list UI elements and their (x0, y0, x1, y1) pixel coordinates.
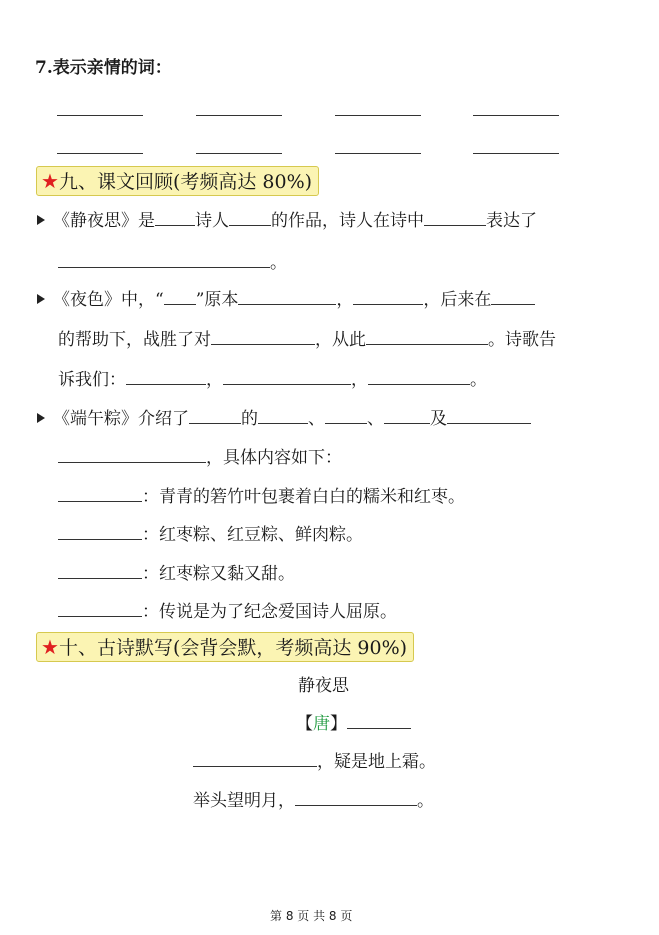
text: 《夜色》中，“ (53, 290, 164, 310)
text: 的作品，诗人在诗中 (271, 211, 424, 231)
author-blank[interactable] (347, 710, 411, 729)
bullet-2-line3 (58, 366, 487, 392)
bullet-3-line2 (58, 444, 342, 470)
section-10-header (36, 632, 414, 662)
text: 的 (241, 409, 258, 429)
bullet-3-item (58, 483, 465, 509)
answer-line[interactable] (335, 115, 421, 116)
poem-title: 静夜思 (298, 676, 349, 696)
blank[interactable] (164, 286, 196, 305)
triangle-bullet-icon (37, 215, 45, 225)
text: ，后来在 (423, 290, 492, 310)
poem-line-1 (193, 748, 436, 774)
text: 的帮助下，战胜了对 (58, 330, 211, 350)
text: ：红枣粽又黏又甜。 (142, 564, 295, 584)
blank[interactable] (491, 286, 535, 305)
text: 、 (308, 409, 325, 429)
text: 及 (430, 409, 447, 429)
blank[interactable] (368, 366, 470, 385)
star-icon: ★ (41, 169, 59, 193)
section-9-header (36, 166, 319, 196)
blank[interactable] (58, 560, 142, 579)
blank[interactable] (238, 286, 336, 305)
text: 《静夜思》是 (53, 211, 155, 231)
bullet-3-item (58, 598, 397, 624)
blank[interactable] (384, 405, 430, 424)
text: 表达了 (486, 211, 537, 231)
triangle-bullet-icon (37, 294, 45, 304)
blank[interactable] (295, 787, 417, 806)
blank[interactable] (193, 748, 317, 767)
blank[interactable] (447, 405, 531, 424)
answer-line[interactable] (473, 115, 559, 116)
text: 举头望明月， (193, 791, 295, 811)
answer-line[interactable] (473, 153, 559, 154)
text: ：青青的箬竹叶包裹着白白的糯米和红枣。 (142, 487, 465, 507)
text: 《端午粽》介绍了 (53, 409, 189, 429)
dynasty: 唐 (313, 714, 330, 734)
answer-line[interactable] (196, 115, 282, 116)
answer-line[interactable] (196, 153, 282, 154)
blank[interactable] (258, 405, 308, 424)
text: 诗人 (195, 211, 229, 231)
bullet-3-item (58, 560, 295, 586)
star-icon: ★ (41, 635, 59, 659)
blank[interactable] (366, 326, 488, 345)
blank[interactable] (229, 207, 271, 226)
blank[interactable] (58, 444, 206, 463)
text: ，疑是地上霜。 (317, 752, 436, 772)
text: 诉我们： (58, 370, 126, 390)
blank[interactable] (58, 598, 142, 617)
blank[interactable] (58, 483, 142, 502)
bracket: 】 (330, 714, 347, 734)
blank[interactable] (58, 521, 142, 540)
text: ， (351, 370, 368, 390)
text: 。 (417, 791, 434, 811)
blank[interactable] (211, 326, 315, 345)
q7-title: 7.表示亲情的词： (35, 58, 172, 78)
section-9-title: 九、课文回顾 (58, 171, 173, 193)
blank[interactable] (58, 249, 270, 268)
section-10-note: (会背会默，考频高达 90%) (172, 637, 408, 659)
text: ，从此 (315, 330, 366, 350)
answer-line[interactable] (335, 153, 421, 154)
blank[interactable] (325, 405, 367, 424)
text: ：红枣粽、红豆粽、鲜肉粽。 (142, 525, 363, 545)
bullet-1-line2 (58, 249, 287, 275)
bullet-2-line2 (58, 326, 556, 352)
text: 。 (270, 253, 287, 273)
blank[interactable] (155, 207, 195, 226)
blank[interactable] (353, 286, 423, 305)
poem-line-2 (193, 787, 434, 813)
section-9-note: (考频高达 80%) (172, 171, 313, 193)
text: ，具体内容如下： (206, 448, 342, 468)
text: ：传说是为了纪念爱国诗人屈原。 (142, 602, 397, 622)
text: 。 (470, 370, 487, 390)
bullet-3-item (58, 521, 363, 547)
text: ”原本 (195, 290, 239, 310)
bracket: 【 (296, 714, 313, 734)
bullet-3 (37, 405, 531, 431)
page-footer: 第 8 页 共 8 页 (270, 909, 353, 923)
answer-line[interactable] (57, 153, 143, 154)
poem-author-line (296, 710, 411, 736)
blank[interactable] (189, 405, 241, 424)
bullet-1 (37, 207, 537, 233)
triangle-bullet-icon (37, 413, 45, 423)
text: 、 (367, 409, 384, 429)
text: 。诗歌告 (488, 330, 556, 350)
bullet-2 (37, 286, 535, 312)
blank[interactable] (126, 366, 206, 385)
text: ， (206, 370, 223, 390)
text: ， (336, 290, 354, 310)
blank[interactable] (424, 207, 486, 226)
answer-line[interactable] (57, 115, 143, 116)
section-10-title: 十、古诗默写 (58, 637, 173, 659)
blank[interactable] (223, 366, 351, 385)
